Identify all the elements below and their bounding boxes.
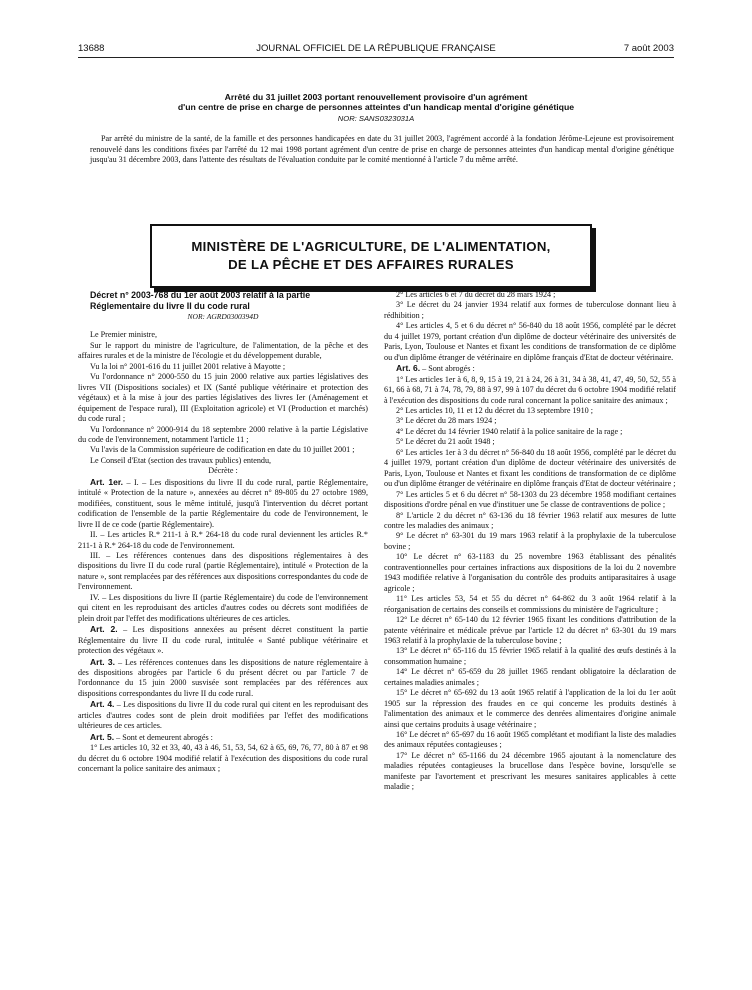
paragraph-text: IV. – Les dispositions du livre II (partie Réglementaire) du code de l'environnement qui citent en les reproduisant des articles d'autres codes ou décrets sont modifiées de plein droit par l'effet des modifications ultérieures de ces articles. — [78, 592, 368, 623]
paragraph — [384, 490, 676, 511]
article-label: Art. 2. — [90, 624, 118, 635]
paragraph — [384, 290, 676, 300]
article-label: Art. 6. — [396, 363, 421, 374]
paragraph — [384, 427, 676, 437]
paragraph — [384, 594, 676, 615]
paragraph — [384, 437, 676, 447]
paragraph-text: 15° Le décret n° 65-692 du 13 août 1965 relatif à l'application de la loi du 1er août 1905 sur la répression des fraudes en ce qui concerne les produits destinés à l'alimentation des animaux et le commerce des denrées alimentaires d'origine animale ainsi que certains produits à usage vétérinaire ; — [384, 688, 676, 729]
paragraph — [78, 743, 368, 774]
paragraph-text: Sur le rapport du ministre de l'agriculture, de l'alimentation, de la pêche et des affaires rurales et de la ministre de l'écologie et du développement durable, — [78, 340, 368, 361]
paragraph-text: 7° Les articles 5 et 6 du décret n° 58-1303 du 23 décembre 1958 modifiant certaines dispositions d'ordre pénal en vue d'instituer une 5e classe de contraventions de police ; — [384, 489, 676, 510]
ministry-title — [191, 238, 550, 274]
paragraph-text: 14° Le décret n° 65-659 du 28 juillet 1965 rendant obligatoire la déclaration de certaines maladies animales ; — [384, 667, 676, 687]
arrete-title-line2: d'un centre de prise en charge de personnes atteintes d'un handicap mental d'origine génétique — [177, 102, 575, 112]
paragraph — [384, 730, 676, 751]
paragraph-text: 4° Le décret du 14 février 1940 relatif à la police sanitaire de la rage ; — [396, 426, 623, 436]
decret-nor: NOR: AGRD0300394D — [187, 312, 259, 321]
paragraph-text: 16° Le décret n° 65-697 du 16 août 1965 complétant et modifiant la liste des maladies des animaux réputées contagieuses ; — [384, 730, 676, 750]
paragraph-text: Décrète : — [208, 466, 238, 476]
page-number: 13688 — [78, 43, 105, 54]
paragraph — [78, 425, 368, 446]
paragraph-text: 10° Le décret n° 63-1183 du 25 novembre 1963 établissant des pénalités contraventionnelles pour certaines infractions aux dispositions de la loi du 2 novembre 1943 modifiée relative à l'organisation du contrôle des produits antiparasitaires à usage agricole ; — [384, 552, 676, 593]
paragraph-text: II. – Les articles R.* 211-1 à R.* 264-18 du code rural deviennent les articles R.* 211-1 à R.* 264-18 du code de l'environnement. — [78, 530, 368, 550]
paragraph — [384, 751, 676, 793]
arrete-title-line1: Arrêté du 31 juillet 2003 portant renouvellement provisoire d'un agrément — [224, 92, 528, 102]
decret-title-line1: Décret n° 2003-768 du 1er août 2003 relatif à la partie — [90, 290, 311, 300]
paragraph — [384, 511, 676, 532]
paragraph — [384, 646, 676, 667]
ministry-line1: MINISTÈRE DE L'AGRICULTURE, DE L'ALIMENTATION, — [191, 239, 551, 254]
paragraph-text: 11° Les articles 53, 54 et 55 du décret n° 64-862 du 3 août 1964 relatif à la réorganisation de certains des conseils et commissions du ministère de l'agriculture ; — [384, 594, 676, 614]
paragraph-text: – I. – Les dispositions du livre II du code rural, partie Réglementaire, intitulé « Protection de la nature », annexées au décret n° 89-805 du 27 octobre 1989, modifiées, constituent, sous le même intitulé, jusqu'à l'intervention du décret portant codification de l'ensemble de la partie Réglementaire du code de l'environnement, le livre II de ce code (partie Réglementaire). — [78, 477, 369, 529]
paragraph-text: Vu l'ordonnance n° 2000-550 du 15 juin 2000 relative aux parties législatives des livres VII (Dispositions sociales) et IX (Santé publique vétérinaire et protection des végétaux) et à la mise à jour des parties législatives des livres Ier (Aménagement et équipement de l'espace rural), III (Exploitation agricole) et VI (Production et marchés) du code rural ; — [78, 372, 368, 424]
paragraph-text: – Sont abrogés : — [420, 364, 475, 374]
paragraph — [384, 363, 676, 374]
paragraph — [78, 362, 368, 372]
paragraph — [384, 375, 676, 406]
arrete-nor: NOR: SANS0323031A — [337, 114, 415, 123]
article-label: Art. 1er. — [90, 476, 124, 487]
paragraph — [78, 477, 368, 530]
paragraph — [78, 551, 368, 593]
paragraph — [384, 667, 676, 688]
paragraph — [78, 445, 368, 455]
paragraph-text: 6° Les articles 1er à 3 du décret n° 56-840 du 18 août 1956, complété par le décret du 4 juillet 1979, portant création d'un diplôme de docteur vétérinaire des universités de Paris, Lyon, Toulouse et Nantes et fixant les conditions de transformation de ce diplôme ou d'un diplôme étranger de vétérinaire en diplôme français d'Etat de docteur vétérinaire ; — [384, 447, 676, 489]
journal-title: JOURNAL OFFICIEL DE LA RÉPUBLIQUE FRANÇAISE — [256, 43, 496, 54]
paragraph — [78, 593, 368, 624]
paragraph-text: – Les dispositions annexées au présent décret constituent la partie Réglementaire du livre II du code rural, intitulée « Santé publique vétérinaire et protection des végétaux ». — [78, 625, 368, 656]
paragraph-text: 3° Le décret du 28 mars 1924 ; — [396, 416, 497, 426]
paragraph-text: 4° Les articles 4, 5 et 6 du décret n° 56-840 du 18 août 1956, complété par le décret du 4 juillet 1979, portant création d'un diplôme de docteur vétérinaire des universités de Paris, Lyon, Toulouse et Nantes et fixant les conditions de transformation de ce diplôme ou d'un diplôme étranger de vétérinaire en diplôme français d'Etat de docteur vétérinaire. — [384, 321, 676, 362]
article-label: Art. 5. — [90, 731, 115, 742]
article-label: Art. 4. — [90, 699, 115, 710]
page-header — [78, 41, 674, 58]
decret-body-right — [384, 290, 676, 793]
ministry-line2: DE LA PÊCHE ET DES AFFAIRES RURALES — [228, 257, 514, 272]
paragraph — [78, 456, 368, 466]
column-left — [78, 290, 368, 774]
paragraph-text: 13° Le décret n° 65-116 du 15 février 1965 relatif à la qualité des œufs destinés à la consommation humaine ; — [384, 646, 676, 666]
paragraph-text: Le Conseil d'Etat (section des travaux publics) entendu, — [90, 455, 272, 465]
paragraph-text: III. – Les références contenues dans des dispositions réglementaires à des dispositions du livre II du code rural (partie Réglementaire), intitulé « Protection de la nature », sont remplacées par des références aux dispositions correspondantes du code de l'environnement. — [78, 550, 368, 592]
paragraph — [78, 657, 368, 700]
decret-body-left — [78, 330, 368, 774]
paragraph-text: 17° Le décret n° 65-1166 du 24 décembre 1965 ajoutant à la nomenclature des maladies réputées contagieuses la brucellose dans l'espèce bovine, lorsqu'elle se manifeste par l'avortement et prescrivant les mesures sanitaires applicables à cette maladie ; — [384, 750, 676, 792]
paragraph-text: 1° Les articles 1er à 6, 8, 9, 15 à 19, 21 à 24, 26 à 31, 34 à 38, 41, 47, 49, 50, 52, 55 à 61, 66 à 68, 71 à 74, 78, 79, 88 à 97, 99 à 107 du décret du 6 octobre 1904 modifié relatif à l'exécution des dispositions du code rural concernant la police sanitaire des animaux ; — [384, 374, 676, 405]
paragraph-text: – Les références contenues dans les dispositions de nature réglementaire à des dispositions abrogées par l'article 6 du présent décret ou par l'article 7 de l'ordonnance du 15 juin 2000 susvisée sont remplacées par des références aux dispositions correspondantes du livre II du code rural. — [78, 657, 368, 698]
column-right — [384, 290, 676, 793]
article-label: Art. 3. — [90, 656, 115, 667]
paragraph — [78, 341, 368, 362]
paragraph — [78, 330, 368, 340]
paragraph — [384, 406, 676, 416]
paragraph — [384, 552, 676, 594]
paragraph — [384, 321, 676, 363]
arrete-body: Par arrêté du ministre de la santé, de la famille et des personnes handicapées en date du 31 juillet 2003, l'agrément accordé à la fondation Jérôme-Lejeune est provisoirement renouvelé dans les conditions fixées par l'arrêté du 12 mai 1998 portant agrément d'un centre de prise en charge de personnes atteintes d'un handicap mental d'origine génétique jusqu'au 31 décembre 2003, dans l'attente des résultats de l'évaluation conduite par le comité mentionné à l'article 7 du même arrêté. — [90, 134, 674, 164]
paragraph-text: – Sont et demeurent abrogés : — [114, 732, 213, 742]
paragraph-text: 12° Le décret n° 65-140 du 12 février 1965 fixant les conditions d'attribution de la patente vétérinaire et médicale prévue par l'article 12 du décret n° 63-301 du 19 mars 1963 relatif à la prophylaxie de la tuberculose bovine ; — [384, 615, 676, 645]
paragraph — [78, 372, 368, 424]
paragraph-text: 3° Le décret du 24 janvier 1934 relatif aux formes de tuberculose donnant lieu à rédhibition ; — [384, 300, 676, 320]
paragraph — [384, 416, 676, 426]
paragraph — [78, 732, 368, 743]
paragraph — [78, 466, 368, 476]
paragraph — [384, 448, 676, 490]
paragraph-text: Le Premier ministre, — [90, 330, 158, 340]
paragraph — [78, 530, 368, 551]
paragraph-text: 1° Les articles 10, 32 et 33, 40, 43 à 46, 51, 53, 54, 62 à 65, 69, 76, 77, 80 à 87 et 98 du décret du 6 octobre 1904 modifié relatif à l'exécution des dispositions du code rural concernant la police sanitaire des animaux ; — [78, 743, 368, 774]
decret-title-line2: Réglementaire du livre II du code rural — [90, 300, 250, 311]
paragraph-text: 9° Le décret n° 63-301 du 19 mars 1963 relatif à la prophylaxie de la tuberculose bovine ; — [384, 531, 676, 551]
paragraph-text: 2° Les articles 10, 11 et 12 du décret du 13 septembre 1910 ; — [396, 405, 593, 415]
issue-date: 7 août 2003 — [623, 43, 674, 54]
paragraph-text: – Les dispositions du livre II du code rural qui citent en les reproduisant des articles d'autres codes sont de plein droit modifiées par l'effet des modifications ultérieures de ces articles. — [78, 700, 368, 731]
paragraph-text: 5° Le décret du 21 août 1948 ; — [396, 437, 495, 447]
paragraph — [384, 615, 676, 646]
paragraph-text: Vu l'ordonnance n° 2000-914 du 18 septembre 2000 relative à la partie Législative du code de l'environnement, notamment l'article 11 ; — [78, 424, 368, 444]
paragraph — [384, 300, 676, 321]
paragraph — [384, 531, 676, 552]
arrete-heading — [78, 92, 674, 123]
paragraph-text: 2° Les articles 6 et 7 du décret du 28 mars 1924 ; — [396, 290, 556, 299]
paragraph — [78, 699, 368, 731]
paragraph-text: 8° L'article 2 du décret n° 63-136 du 18 février 1963 relatif aux mesures de lutte contre les maladies des animaux ; — [384, 510, 676, 530]
ministry-box — [150, 224, 592, 288]
paragraph-text: Vu l'avis de la Commission supérieure de codification en date du 10 juillet 2001 ; — [90, 445, 355, 455]
paragraph — [384, 688, 676, 730]
paragraph-text: Vu la loi n° 2001-616 du 11 juillet 2001 relative à Mayotte ; — [90, 361, 286, 371]
paragraph — [78, 624, 368, 656]
